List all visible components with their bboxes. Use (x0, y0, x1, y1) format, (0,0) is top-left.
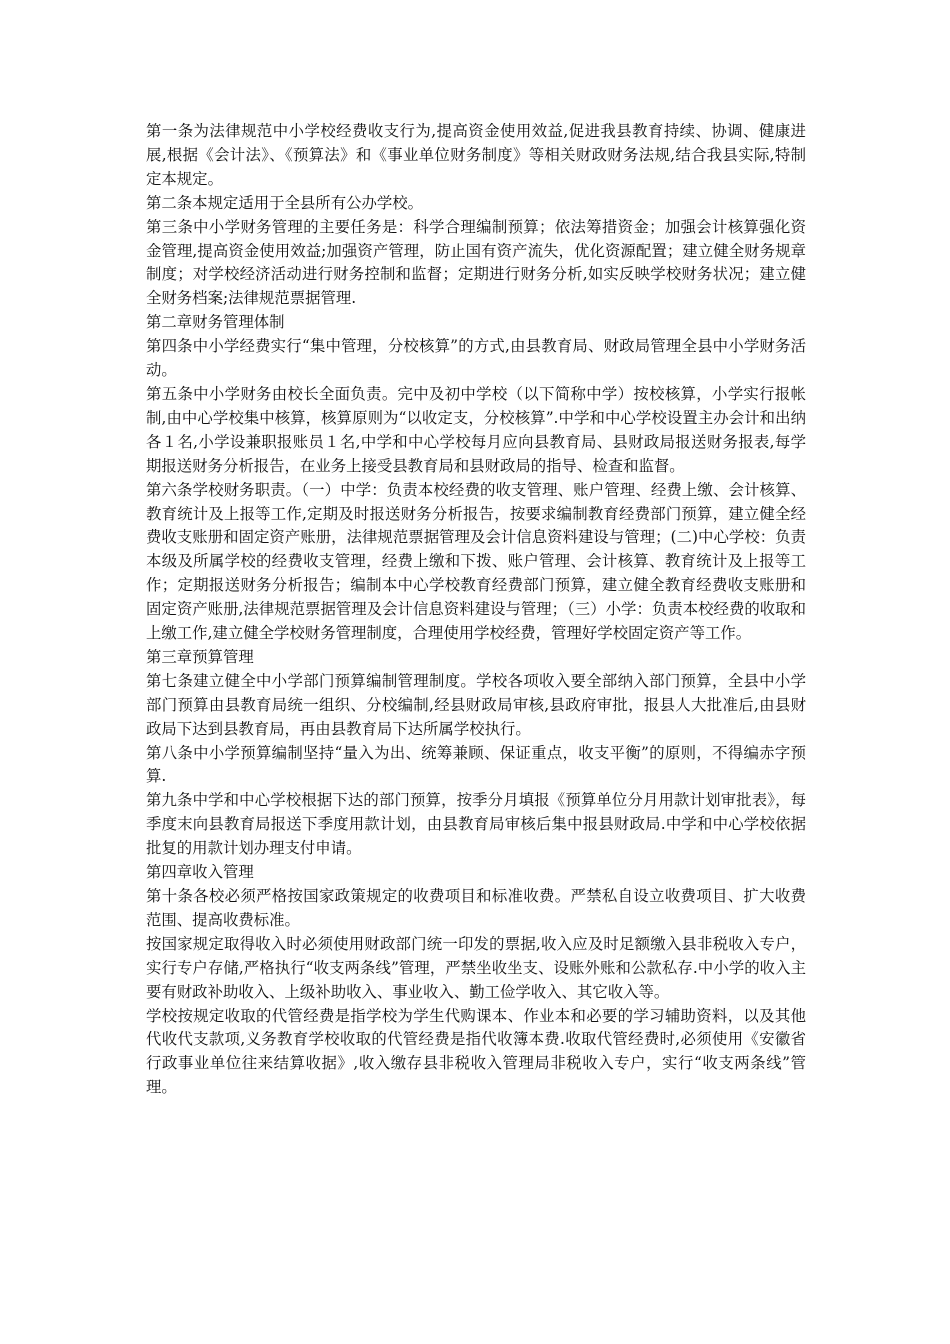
paragraph-article-7: 第七条建立健全中小学部门预算编制管理制度。学校各项收入要全部纳入部门预算，全县中小学部门预算由县教育局统一组织、分校编制,经县财政局审核,县政府审批，报县人大批准后,由县财政局下达到县教育局，再由县教育局下达所属学校执行。 (146, 671, 806, 738)
paragraph-article-10: 第十条各校必须严格按国家政策规定的收费项目和标准收费。严禁私自设立收费项目、扩大收费范围、提高收费标准。 (146, 887, 806, 929)
paragraph-article-6: 第六条学校财务职责。（一）中学：负责本校经费的收支管理、账户管理、经费上缴、会计核算、教育统计及上报等工作,定期及时报送财务分析报告，按要求编制教育经费部门预算，建立健全经费收支账册和固定资产账册，法律规范票据管理及会计信息资料建设与管理；(二)中心学校：负责本级及所属学校的经费收支管理，经费上缴和下拨、账户管理、会计核算、教育统计及上报等工作；定期报送财务分析报告；编制本中心学校教育经费部门预算，建立健全教育经费收支账册和固定资产账册,法律规范票据管理及会计信息资料建设与管理；（三）小学：负责本校经费的收取和上缴工作,建立健全学校财务管理制度，合理使用学校经费，管理好学校固定资产等工作。 (146, 480, 806, 643)
chapter-heading-2: 第二章财务管理体制 (146, 313, 285, 332)
paragraph-article-3: 第三条中小学财务管理的主要任务是：科学合理编制预算；依法筹措资金；加强会计核算强化资金管理,提高资金使用效益;加强资产管理，防止国有资产流失，优化资源配置；建立健全财务规章制度；对学校经济活动进行财务控制和监督；定期进行财务分析,如实反映学校财务状况；建立健全财务档案;法律规范票据管理. (146, 217, 806, 308)
document-body (146, 120, 806, 1100)
paragraph-article-9: 第九条中学和中心学校根据下达的部门预算，按季分月填报《预算单位分月用款计划审批表》，每季度末向县教育局报送下季度用款计划，由县教育局审核后集中报县财政局.中学和中心学校依据批复的用款计划办理支付申请。 (146, 791, 806, 858)
paragraph-article-2: 第二条本规定适用于全县所有公办学校。 (146, 193, 424, 212)
paragraph-article-5: 第五条中小学财务由校长全面负责。完中及初中学校（以下简称中学）按校核算，小学实行报帐制,由中心学校集中核算，核算原则为“以收定支，分校核算”.中学和中心学校设置主办会计和出纳各１名,小学设兼职报账员１名,中学和中心学校每月应向县教育局、县财政局报送财务报表,每学期报送财务分析报告，在业务上接受县教育局和县财政局的指导、检查和监督。 (146, 384, 806, 475)
chapter-heading-4: 第四章收入管理 (146, 863, 254, 882)
paragraph-income-receipts: 按国家规定取得收入时必须使用财政部门统一印发的票据,收入应及时足额缴入县非税收入专户，实行专户存储,严格执行“收支两条线”管理，严禁坐收坐支、设账外账和公款私存.中小学的收入主要有财政补助收入、上级补助收入、事业收入、勤工俭学收入、其它收入等。 (146, 934, 806, 1001)
paragraph-article-8: 第八条中小学预算编制坚持“量入为出、统筹兼顾、保证重点，收支平衡”的原则，不得编赤字预算. (146, 743, 806, 786)
chapter-heading-3: 第三章预算管理 (146, 647, 254, 666)
paragraph-article-1: 第一条为法律规范中小学校经费收支行为,提高资金使用效益,促进我县教育持续、协调、健康进展,根据《会计法》、《预算法》和《事业单位财务制度》等相关财政财务法规,结合我县实际,特制定本规定。 (146, 122, 806, 188)
paragraph-custodial-funds: 学校按规定收取的代管经费是指学校为学生代购课本、作业本和必要的学习辅助资料，以及其他代收代支款项,义务教育学校收取的代管经费是指代收簿本费.收取代管经费时,必须使用《安徽省行政事业单位往来结算收据》,收入缴存县非税收入管理局非税收入专户，实行“收支两条线”管理。 (146, 1006, 806, 1097)
paragraph-article-4: 第四条中小学经费实行“集中管理，分校核算”的方式,由县教育局、财政局管理全县中小学财务活动。 (146, 337, 806, 380)
